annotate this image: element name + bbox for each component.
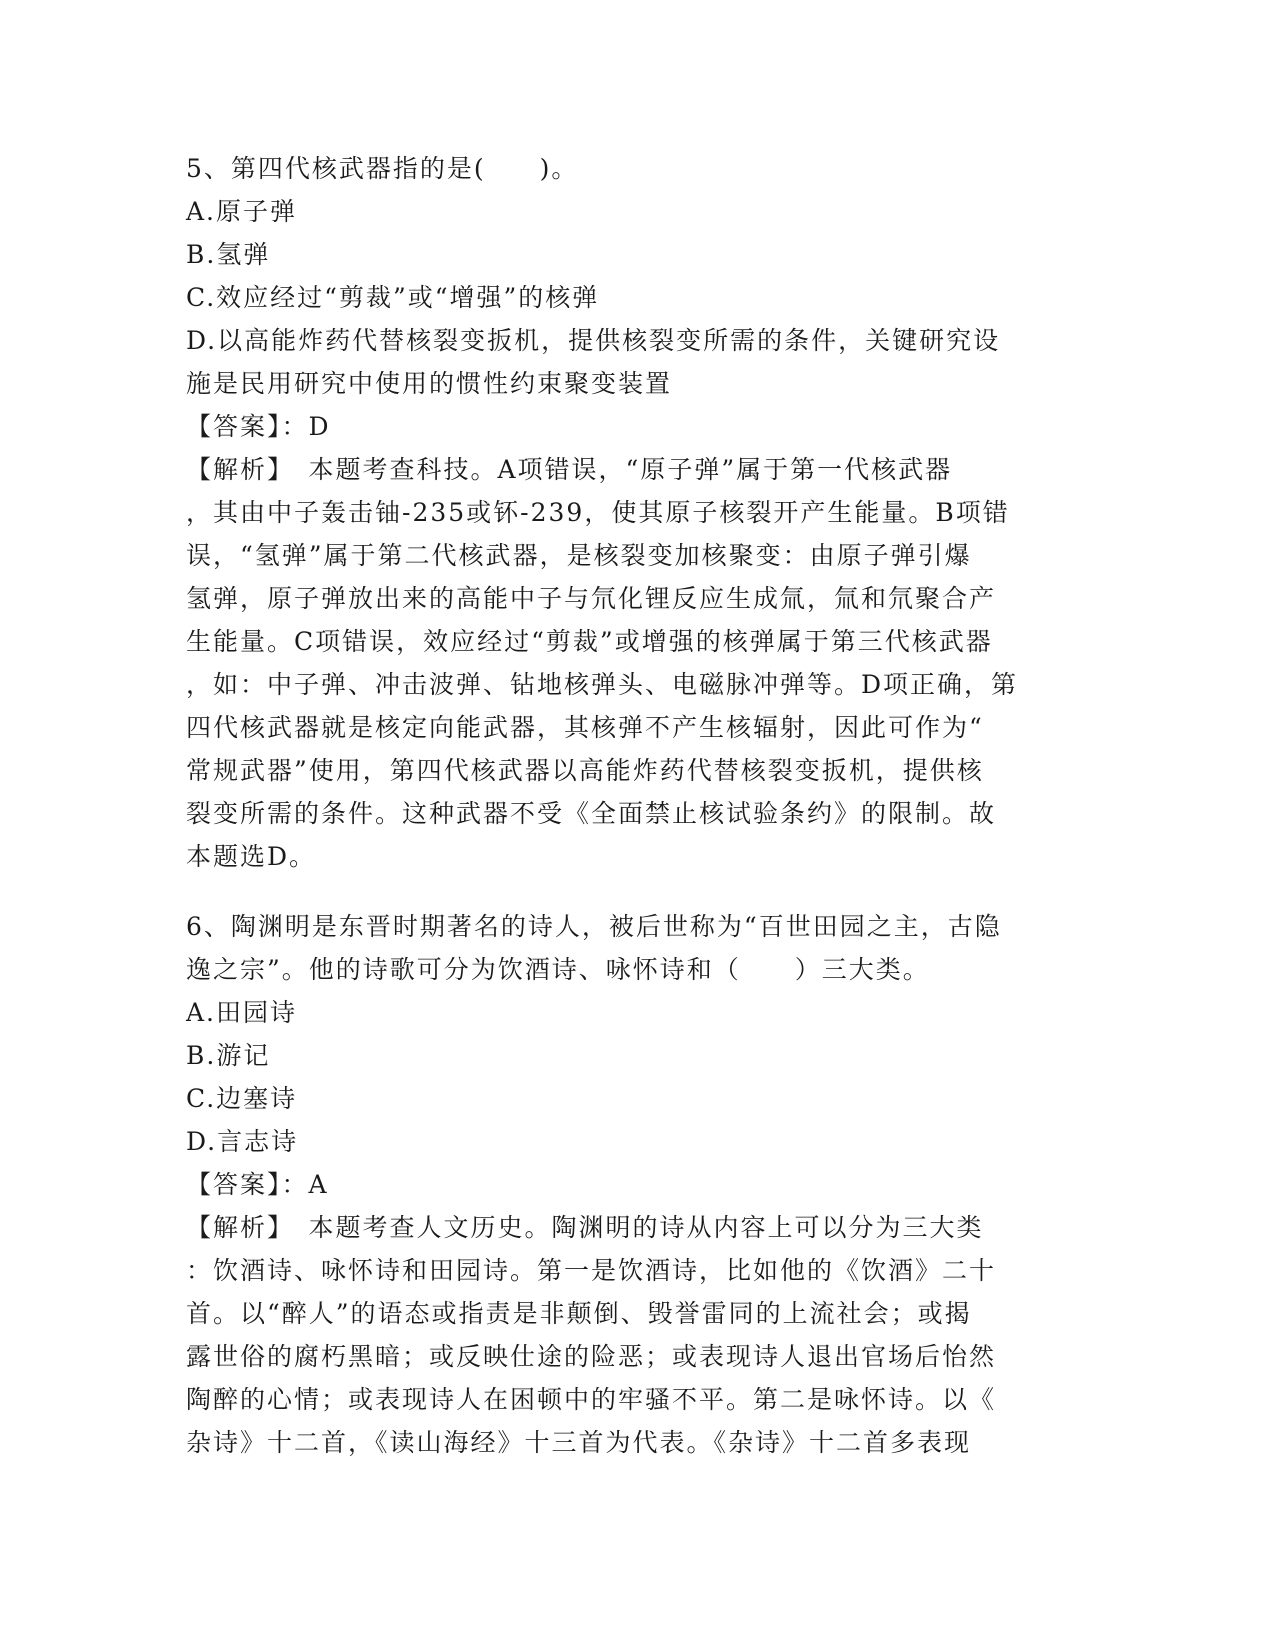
- option-a: A.田园诗: [186, 998, 298, 1027]
- explanation-line: 裂变所需的条件。这种武器不受《全面禁止核试验条约》的限制。故: [186, 799, 997, 828]
- explanation-line: 氢弹，原子弹放出来的高能中子与氘化锂反应生成氚，氚和氘聚合产: [186, 584, 997, 613]
- option-b: B.氢弹: [186, 240, 271, 269]
- explanation-line: 生能量。C项错误，效应经过“剪裁”或增强的核弹属于第三代核武器: [186, 627, 993, 656]
- explanation-line: 杂诗》十二首，《读山海经》十三首为代表。《杂诗》十二首多表现: [186, 1428, 972, 1457]
- question-stem-continued: 逸之宗”。他的诗歌可分为饮酒诗、咏怀诗和（ ）三大类。: [186, 955, 930, 984]
- explanation-line: 露世俗的腐朽黑暗；或反映仕途的险恶；或表现诗人退出官场后怡然: [186, 1342, 997, 1371]
- option-b: B.游记: [186, 1041, 271, 1070]
- question-stem: 6、陶渊明是东晋时期著名的诗人，被后世称为“百世田园之主，古隐: [186, 912, 1002, 941]
- explanation-line: 【解析】 本题考查人文历史。陶渊明的诗从内容上可以分为三大类: [186, 1213, 984, 1242]
- explanation-line: 本题选D。: [186, 842, 317, 871]
- explanation-line: 陶醉的心情；或表现诗人在困顿中的牢骚不平。第二是咏怀诗。以《: [186, 1385, 997, 1414]
- question-stem: 5、第四代核武器指的是( )。: [186, 154, 579, 183]
- explanation-line: ，其由中子轰击铀-235或钚-239，使其原子核裂开产生能量。B项错: [186, 498, 1010, 527]
- option-c: C.边塞诗: [186, 1084, 298, 1113]
- question-5: [186, 147, 1086, 878]
- explanation-line: 常规武器”使用，第四代核武器以高能炸药代替核裂变扳机，提供核: [186, 756, 984, 785]
- explanation-line: 四代核武器就是核定向能武器，其核弹不产生核辐射，因此可作为“: [186, 713, 984, 742]
- explanation-line: 【解析】 本题考查科技。A项错误，“原子弹”属于第一代核武器: [186, 455, 953, 484]
- question-6: [186, 905, 1086, 1464]
- option-d: D.以高能炸药代替核裂变扳机，提供核裂变所需的条件，关键研究设: [186, 326, 1001, 355]
- question-spacer: [186, 878, 1086, 905]
- option-c: C.效应经过“剪裁”或“增强”的核弹: [186, 283, 600, 312]
- answer: 【答案】：A: [186, 1170, 329, 1199]
- explanation-line: ：饮酒诗、咏怀诗和田园诗。第一是饮酒诗，比如他的《饮酒》二十: [186, 1256, 997, 1285]
- explanation-line: ，如：中子弹、冲击波弹、钻地核弹头、电磁脉冲弹等。D项正确，第: [186, 670, 1019, 699]
- explanation-line: 误，“氢弹”属于第二代核武器，是核裂变加核聚变：由原子弹引爆: [186, 541, 972, 570]
- document-content: [186, 147, 1086, 1464]
- option-d: D.言志诗: [186, 1127, 299, 1156]
- explanation-line: 首。以“醉人”的语态或指责是非颠倒、毁誉雷同的上流社会；或揭: [186, 1299, 972, 1328]
- answer: 【答案】：D: [186, 412, 331, 441]
- option-d-continued: 施是民用研究中使用的惯性约束聚变装置: [186, 369, 673, 398]
- option-a: A.原子弹: [186, 197, 298, 226]
